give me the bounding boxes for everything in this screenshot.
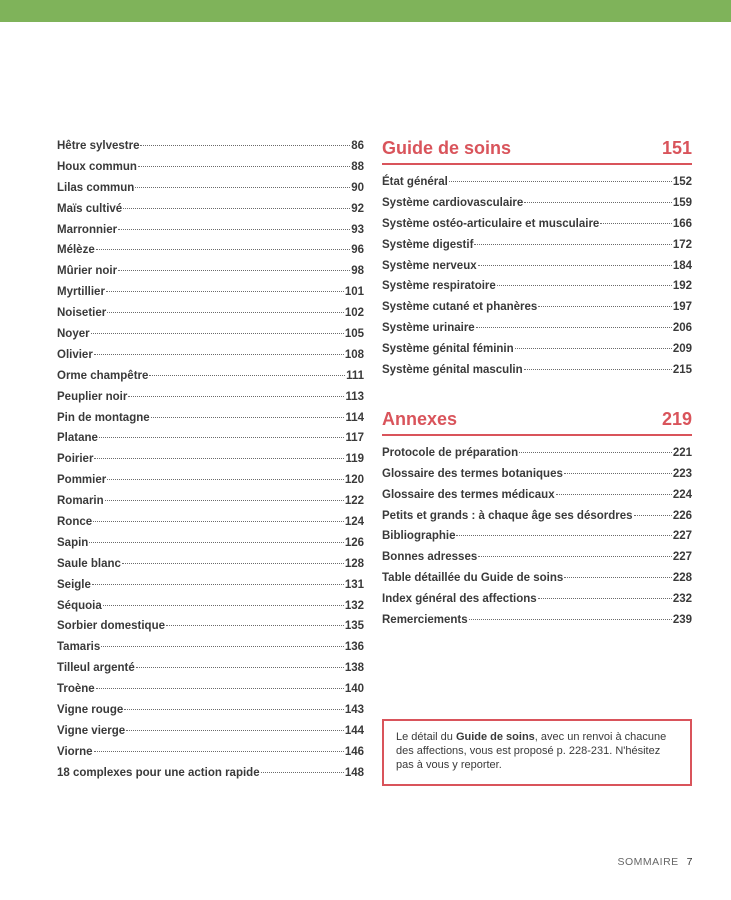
- toc-entry-title: Séquoia: [57, 599, 102, 612]
- toc-entry-page: 90: [351, 181, 364, 194]
- toc-entry-page: 143: [344, 704, 364, 717]
- toc-entry-page: 122: [344, 495, 364, 508]
- toc-entry[interactable]: [382, 510, 692, 531]
- toc-entry-title: Saule blanc: [57, 557, 121, 570]
- top-color-bar: [0, 0, 731, 22]
- toc-entry-title: Système cardiovasculaire: [382, 196, 524, 209]
- toc-list-plants: [57, 140, 364, 788]
- toc-entry-title: Noisetier: [57, 307, 107, 320]
- toc-entry[interactable]: [57, 349, 364, 370]
- toc-entry-page: 197: [672, 301, 692, 314]
- dot-leader: [118, 270, 350, 271]
- toc-entry-title: Table détaillée du Guide de soins: [382, 572, 564, 585]
- toc-entry[interactable]: [57, 161, 364, 182]
- toc-entry-page: 132: [344, 599, 364, 612]
- toc-entry[interactable]: [382, 176, 692, 197]
- toc-entry[interactable]: [57, 516, 364, 537]
- toc-entry[interactable]: [57, 307, 364, 328]
- toc-entry[interactable]: [57, 370, 364, 391]
- dot-leader: [118, 229, 350, 230]
- toc-entry-title: Système ostéo-articulaire et musculaire: [382, 217, 600, 230]
- toc-entry-title: Pin de montagne: [57, 411, 150, 424]
- dot-leader: [135, 187, 350, 188]
- dot-leader: [474, 244, 671, 245]
- guide-note-box: [382, 719, 692, 786]
- toc-entry-page: 221: [672, 446, 692, 459]
- toc-entry-title: Viorne: [57, 745, 93, 758]
- annexes-section-title: Annexes: [382, 408, 458, 429]
- toc-entry-title: État général: [382, 176, 448, 188]
- toc-entry-page: 228: [672, 572, 692, 585]
- toc-entry-page: 92: [351, 202, 364, 215]
- dot-leader: [94, 458, 344, 459]
- toc-entry-title: Système urinaire: [382, 322, 475, 335]
- toc-entry-page: 86: [351, 140, 364, 152]
- toc-entry-page: 144: [344, 724, 364, 737]
- dot-leader: [456, 535, 671, 536]
- toc-entry-title: Système cutané et phanères: [382, 301, 538, 314]
- toc-entry-page: 159: [672, 196, 692, 209]
- toc-entry-page: 148: [344, 766, 364, 779]
- dot-leader: [106, 291, 344, 292]
- toc-entry-title: Myrtillier: [57, 286, 105, 299]
- toc-entry-title: Maïs cultivé: [57, 202, 123, 215]
- toc-list-annexes: [382, 447, 692, 635]
- toc-entry[interactable]: [57, 224, 364, 245]
- dot-leader: [600, 223, 671, 224]
- dot-leader: [519, 452, 672, 453]
- toc-entry[interactable]: [57, 412, 364, 433]
- toc-entry-title: Tilleul argenté: [57, 662, 135, 675]
- guide-section-heading[interactable]: [382, 138, 692, 165]
- toc-entry[interactable]: [57, 328, 364, 349]
- toc-entry[interactable]: [57, 140, 364, 161]
- dot-leader: [101, 646, 344, 647]
- toc-entry[interactable]: [382, 218, 692, 239]
- toc-entry-page: 93: [351, 223, 364, 236]
- toc-entry-title: Platane: [57, 432, 98, 445]
- toc-entry[interactable]: [57, 600, 364, 621]
- toc-entry-page: 124: [344, 516, 364, 529]
- dot-leader: [94, 751, 344, 752]
- toc-entry-page: 224: [672, 488, 692, 501]
- toc-list-guide: [382, 176, 692, 385]
- dot-leader: [107, 312, 344, 313]
- dot-leader: [449, 181, 672, 182]
- toc-entry[interactable]: [382, 239, 692, 260]
- dot-leader: [99, 437, 345, 438]
- toc-entry-page: 120: [344, 474, 364, 487]
- dot-leader: [89, 542, 344, 543]
- toc-entry[interactable]: [57, 704, 364, 725]
- dot-leader: [556, 494, 672, 495]
- toc-entry-title: Système nerveux: [382, 259, 477, 272]
- toc-entry-page: 135: [344, 620, 364, 633]
- toc-entry-page: 184: [672, 259, 692, 272]
- dot-leader: [538, 306, 671, 307]
- toc-entry[interactable]: [57, 683, 364, 704]
- toc-entry-page: 239: [672, 614, 692, 627]
- toc-entry-title: Système génital féminin: [382, 343, 514, 356]
- toc-entry-page: 96: [351, 244, 364, 257]
- toc-entry[interactable]: [382, 593, 692, 614]
- toc-entry-title: Poirier: [57, 453, 94, 466]
- toc-entry-title: Système respiratoire: [382, 280, 496, 293]
- dot-leader: [538, 598, 672, 599]
- dot-leader: [128, 396, 344, 397]
- toc-right-column: [382, 138, 692, 635]
- toc-entry-title: Bonnes adresses: [382, 551, 478, 564]
- toc-entry-title: Houx commun: [57, 160, 137, 173]
- toc-entry-page: 192: [672, 280, 692, 293]
- toc-entry-title: Mûrier noir: [57, 265, 118, 278]
- toc-entry[interactable]: [382, 197, 692, 218]
- toc-entry-title: Seigle: [57, 578, 91, 591]
- dot-leader: [151, 417, 345, 418]
- toc-entry-title: Mélèze: [57, 244, 95, 257]
- dot-leader: [96, 249, 350, 250]
- toc-entry-title: Protocole de préparation: [382, 446, 519, 459]
- toc-entry-title: Vigne rouge: [57, 704, 124, 717]
- dot-leader: [107, 479, 344, 480]
- toc-entry-page: 108: [344, 348, 364, 361]
- toc-entry[interactable]: [382, 551, 692, 572]
- toc-entry-page: 206: [672, 322, 692, 335]
- dot-leader: [122, 563, 344, 564]
- toc-entry-page: 172: [672, 238, 692, 251]
- toc-entry[interactable]: [57, 746, 364, 767]
- toc-entry-page: 227: [672, 530, 692, 543]
- toc-entry-page: 111: [346, 369, 364, 382]
- toc-entry-title: Ronce: [57, 516, 93, 529]
- toc-entry-page: 101: [344, 286, 364, 299]
- toc-entry-page: 223: [672, 467, 692, 480]
- toc-entry[interactable]: [57, 662, 364, 683]
- toc-entry-page: 102: [344, 307, 364, 320]
- toc-entry-page: 232: [672, 593, 692, 606]
- toc-entry[interactable]: [382, 489, 692, 510]
- toc-entry[interactable]: [382, 614, 692, 635]
- toc-entry-page: 215: [672, 364, 692, 377]
- toc-entry-title: Bibliographie: [382, 530, 456, 543]
- toc-entry-page: 209: [672, 343, 692, 356]
- footer-page-number: 7: [686, 856, 693, 868]
- dot-leader: [469, 619, 672, 620]
- toc-entry-page: 98: [351, 265, 364, 278]
- toc-entry-title: Hêtre sylvestre: [57, 140, 140, 152]
- dot-leader: [261, 772, 344, 773]
- toc-entry-page: 119: [345, 453, 364, 466]
- toc-entry-title: Remerciements: [382, 614, 468, 627]
- toc-entry[interactable]: [57, 432, 364, 453]
- toc-entry-page: 126: [344, 536, 364, 549]
- dot-leader: [515, 348, 672, 349]
- toc-entry-title: Sorbier domestique: [57, 620, 165, 633]
- note-prefix: Le détail du: [396, 731, 456, 743]
- toc-entry-title: Marronnier: [57, 223, 118, 236]
- toc-entry-title: Vigne vierge: [57, 724, 126, 737]
- dot-leader: [136, 667, 344, 668]
- toc-entry-title: 18 complexes pour une action rapide: [57, 766, 260, 779]
- toc-entry-title: Sapin: [57, 536, 89, 549]
- toc-entry[interactable]: [382, 322, 692, 343]
- dot-leader: [126, 730, 344, 731]
- dot-leader: [96, 688, 344, 689]
- toc-entry[interactable]: [57, 767, 364, 788]
- toc-entry-title: Glossaire des termes médicaux: [382, 488, 555, 501]
- toc-entry-page: 138: [344, 662, 364, 675]
- toc-entry-title: Système génital masculin: [382, 364, 523, 377]
- toc-entry-title: Pommier: [57, 474, 107, 487]
- toc-entry-page: 226: [672, 509, 692, 522]
- toc-entry-page: 113: [345, 390, 364, 403]
- toc-entry-page: 227: [672, 551, 692, 564]
- annexes-section-heading[interactable]: [382, 409, 692, 436]
- toc-entry-title: Glossaire des termes botaniques: [382, 467, 563, 480]
- toc-entry-title: Tamaris: [57, 641, 101, 654]
- toc-entry-title: Noyer: [57, 328, 90, 341]
- toc-entry[interactable]: [57, 244, 364, 265]
- annexes-section-page: 219: [661, 408, 692, 429]
- dot-leader: [149, 375, 345, 376]
- dot-leader: [105, 500, 344, 501]
- page-footer: [617, 856, 693, 868]
- dot-leader: [138, 166, 350, 167]
- toc-entry-page: 136: [344, 641, 364, 654]
- toc-entry[interactable]: [382, 343, 692, 364]
- toc-entry[interactable]: [57, 182, 364, 203]
- dot-leader: [478, 265, 672, 266]
- dot-leader: [94, 354, 344, 355]
- toc-entry[interactable]: [57, 391, 364, 412]
- dot-leader: [634, 515, 672, 516]
- toc-entry[interactable]: [57, 725, 364, 746]
- toc-entry[interactable]: [57, 558, 364, 579]
- dot-leader: [166, 625, 344, 626]
- toc-entry-page: 114: [345, 411, 364, 424]
- toc-left-column: [57, 140, 364, 788]
- dot-leader: [564, 473, 672, 474]
- dot-leader: [93, 521, 344, 522]
- dot-leader: [123, 208, 350, 209]
- toc-entry-page: 117: [345, 432, 364, 445]
- toc-entry[interactable]: [57, 474, 364, 495]
- dot-leader: [140, 145, 350, 146]
- dot-leader: [524, 202, 672, 203]
- toc-entry-title: Index général des affections: [382, 593, 537, 606]
- toc-entry[interactable]: [382, 364, 692, 385]
- dot-leader: [91, 333, 344, 334]
- toc-entry-page: 140: [344, 683, 364, 696]
- toc-entry-page: 131: [344, 578, 364, 591]
- toc-entry[interactable]: [382, 530, 692, 551]
- toc-entry[interactable]: [57, 265, 364, 286]
- toc-entry[interactable]: [57, 537, 364, 558]
- dot-leader: [476, 327, 672, 328]
- footer-section-label: SOMMAIRE: [617, 856, 679, 868]
- dot-leader: [92, 584, 344, 585]
- toc-entry-title: Lilas commun: [57, 181, 135, 194]
- toc-entry[interactable]: [382, 468, 692, 489]
- toc-entry[interactable]: [57, 453, 364, 474]
- toc-entry-title: Olivier: [57, 348, 93, 361]
- toc-entry-title: Orme champêtre: [57, 369, 149, 382]
- toc-entry[interactable]: [57, 286, 364, 307]
- dot-leader: [524, 369, 672, 370]
- dot-leader: [497, 285, 672, 286]
- toc-entry-title: Peuplier noir: [57, 390, 128, 403]
- dot-leader: [103, 605, 344, 606]
- toc-entry[interactable]: [57, 495, 364, 516]
- toc-entry-page: 128: [344, 557, 364, 570]
- dot-leader: [564, 577, 672, 578]
- toc-entry[interactable]: [57, 203, 364, 224]
- guide-section-title: Guide de soins: [382, 138, 512, 158]
- toc-entry-page: 146: [344, 745, 364, 758]
- toc-entry-page: 166: [672, 217, 692, 230]
- toc-entry-page: 152: [672, 176, 692, 188]
- note-bold-guide: Guide de soins: [455, 731, 535, 743]
- toc-entry[interactable]: [382, 447, 692, 468]
- dot-leader: [124, 709, 344, 710]
- toc-entry-title: Système digestif: [382, 238, 474, 251]
- toc-entry[interactable]: [57, 579, 364, 600]
- toc-entry[interactable]: [57, 641, 364, 662]
- toc-entry[interactable]: [382, 280, 692, 301]
- toc-entry-title: Petits et grands : à chaque âge ses désordres: [382, 509, 633, 522]
- toc-entry-title: Romarin: [57, 495, 104, 508]
- toc-entry-page: 105: [344, 328, 364, 341]
- toc-entry[interactable]: [382, 301, 692, 322]
- note-suffix: , avec un renvoi à chacune des affections, vous est proposé p. 228-231. N'hésitez pas à vous y reporter.: [396, 731, 667, 771]
- guide-section-page: 151: [661, 138, 692, 158]
- toc-entry[interactable]: [382, 260, 692, 281]
- toc-entry-page: 88: [351, 160, 364, 173]
- toc-entry-title: Troène: [57, 683, 95, 696]
- toc-entry[interactable]: [57, 620, 364, 641]
- toc-entry[interactable]: [382, 572, 692, 593]
- dot-leader: [478, 556, 672, 557]
